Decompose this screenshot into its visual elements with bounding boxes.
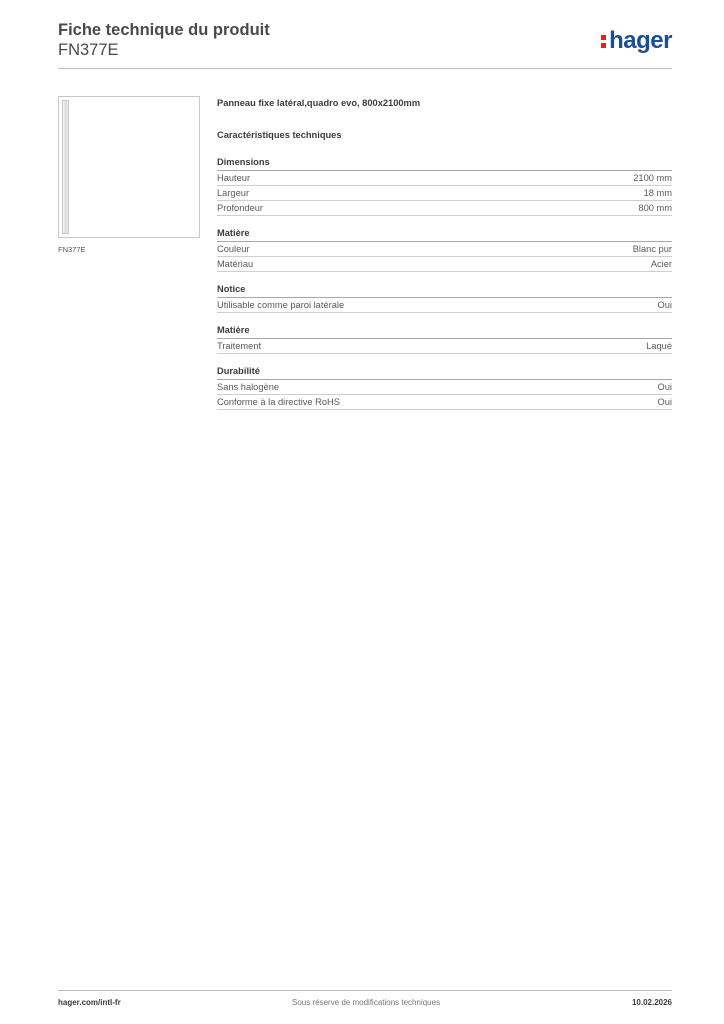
spec-group-notice	[217, 283, 672, 313]
spec-row	[217, 298, 672, 313]
spec-group-title: Dimensions	[217, 156, 672, 171]
spec-group-dimensions	[217, 156, 672, 216]
footer-divider	[58, 990, 672, 991]
spec-row	[217, 201, 672, 216]
footer-date: 10.02.2026	[631, 998, 672, 1007]
image-caption: FN377E	[58, 245, 86, 254]
spec-row	[217, 339, 672, 354]
header-divider	[58, 68, 672, 69]
spec-group-title: Matière	[217, 227, 672, 242]
spec-group-title: Notice	[217, 283, 672, 298]
spec-value: Laqué	[646, 341, 672, 351]
spec-label: Matériau	[217, 259, 254, 269]
product-details	[217, 96, 672, 421]
spec-value: Oui	[657, 397, 672, 407]
spec-row	[217, 242, 672, 257]
spec-label: Profondeur	[217, 203, 263, 213]
spec-value: 800 mm	[638, 203, 672, 213]
spec-group-title: Durabilité	[217, 365, 672, 380]
spec-group-treatment	[217, 324, 672, 354]
specs-heading: Caractéristiques techniques	[217, 130, 342, 140]
spec-row	[217, 186, 672, 201]
spec-value: Acier	[650, 259, 672, 269]
logo-colon-mark	[601, 32, 607, 49]
page-header	[58, 20, 672, 60]
side-panel-illustration	[62, 100, 69, 234]
document-title: Fiche technique du produit	[58, 21, 270, 39]
spec-label: Largeur	[217, 188, 250, 198]
spec-label: Conforme à la directive RoHS	[217, 397, 340, 407]
spec-row	[217, 171, 672, 186]
spec-row	[217, 395, 672, 410]
spec-label: Traitement	[217, 341, 262, 351]
spec-label: Hauteur	[217, 173, 251, 183]
spec-row	[217, 257, 672, 272]
spec-label: Utilisable comme paroi latérale	[217, 300, 345, 310]
spec-row	[217, 380, 672, 395]
spec-group-material	[217, 227, 672, 272]
spec-label: Couleur	[217, 244, 250, 254]
spec-value: 2100 mm	[633, 173, 672, 183]
product-reference: FN377E	[58, 41, 119, 59]
footer-notice: Sous réserve de modifications techniques	[292, 998, 441, 1007]
spec-value: Oui	[657, 382, 672, 392]
spec-value: 18 mm	[643, 188, 672, 198]
spec-label: Sans halogène	[217, 382, 280, 392]
spec-group-title: Matière	[217, 324, 672, 339]
spec-group-durability	[217, 365, 672, 410]
spec-value: Blanc pur	[632, 244, 672, 254]
logo-text: hager	[609, 27, 672, 54]
footer-website-link[interactable]: hager.com/intl-fr	[58, 998, 121, 1007]
product-description: Panneau fixe latéral,quadro evo, 800x2100mm	[217, 98, 421, 108]
spec-value: Oui	[657, 300, 672, 310]
product-image	[58, 96, 200, 238]
hager-logo	[601, 27, 672, 55]
